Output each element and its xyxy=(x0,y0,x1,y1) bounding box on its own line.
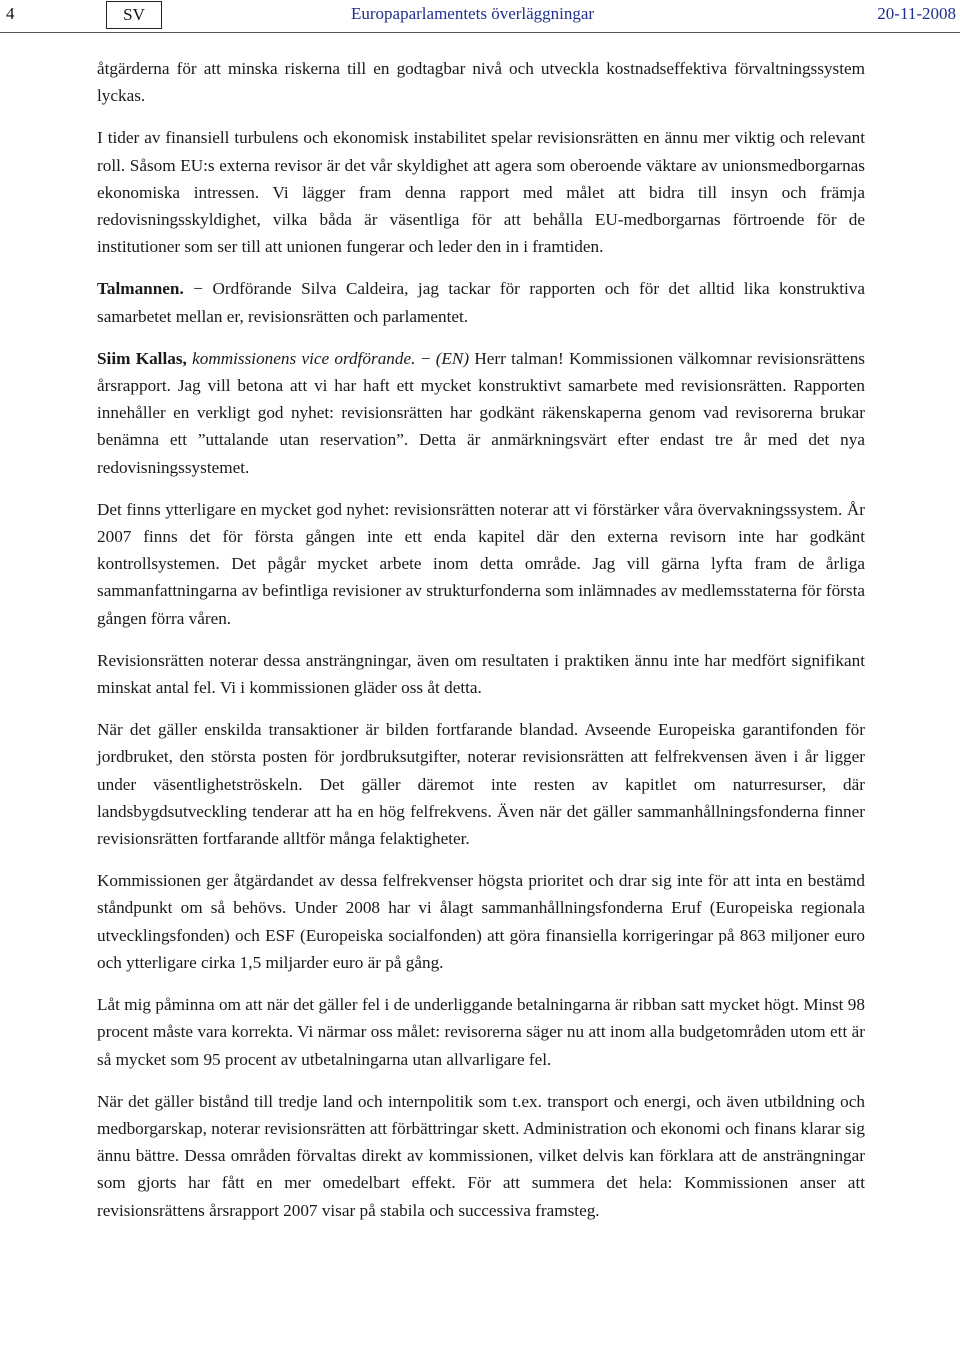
document-title: Europaparlamentets överläggningar xyxy=(351,4,595,23)
page-header xyxy=(0,0,960,33)
speaker-dash: − xyxy=(415,348,436,368)
paragraph-10: När det gäller bistånd till tredje land och internpolitik som t.ex. transport och energi, och även utbildning och medborgarskap, noterar revisionsrätten att förbättringar skett. Administration och ekonomi och finans klarar sig ännu bättre. Dessa områden förvaltas direkt av kommissionen, vilket delvis kan förklara att de ansträngningar som gjorts har fått en mer omedelbart effekt. För att summera det hela: Kommissionen anser att revisionsrättens årsrapport 2007 visar på stabila och successiva framsteg. xyxy=(97,1091,865,1220)
speech-text: Herr talman! Kommissionen välkomnar revisionsrättens årsrapport. Jag vill betona att vi har haft ett mycket konstruktivt samarbete med revisionsrätten. Rapporten innehåller en verkligt god nyhet: revisionsrätten har godkänt räkenskaperna genom vad revisorerna brukar benämna ett ”uttalande utan reservation”. Detta är anmärkningsvärt efter endast tre år med det nya redovisningssystemet. xyxy=(97,348,865,477)
language-marker: (EN) xyxy=(435,348,470,368)
paragraph-7: När det gäller enskilda transaktioner är bilden fortfarande blandad. Avseende Europeiska garantifonden för jordbruket, den största posten för jordbruksutgifter, noterar revisionsrätten att felfrekvensen även i år ligger under väsentlighetströskeln. Det gäller däremot inte resten av kapitlet om naturresurser, där landsbygdsutveckling tenderar att ha en hög felfrekvens. Även när det gäller sammanhållningsfonderna finner revisionsrätten fortfarande alltför många felaktigheter. xyxy=(97,720,865,849)
paragraph-8: Kommissionen ger åtgärdandet av dessa felfrekvenser högsta prioritet och drar sig inte för att inta en bestämd ståndpunkt om så behövs. Under 2008 har vi ålagt sammanhållningsfonderna Eruf (Europeiska regionala utvecklingsfonden) och ESF (Europeiska socialfonden) att göra finansiella korrigeringar på 863 miljoner euro och ytterligare cirka 1,5 miljarder euro är på gång. xyxy=(97,871,865,972)
speaker-dash: − xyxy=(183,279,213,299)
speaker-name: Talmannen. xyxy=(97,279,184,299)
speaker-name: Siim Kallas, xyxy=(97,348,187,368)
paragraph-2: I tider av finansiell turbulens och ekonomisk instabilitet spelar revisionsrätten en ännu mer viktig och relevant roll. Såsom EU:s externa revisor är det vår skyldighet att agera som oberoende väktare av unionsmedborgarnas ekonomiska intressen. Vi lägger fram denna rapport med målet att bidra till insyn och främja redovisningsskyldighet, vilka båda är väsentliga för att behålla EU-medborgarnas förtroende för de institutioner som ser till att unionen fungerar och leder den in i framtiden. xyxy=(97,128,865,257)
speaker-role: kommissionens vice ordförande. xyxy=(192,348,416,368)
document-date: 20-11-2008 xyxy=(877,4,956,23)
paragraph-1: åtgärderna för att minska riskerna till en godtagbar nivå och utveckla kostnadseffektiva förvaltningssystem lyckas. xyxy=(97,59,865,106)
speech-text: Ordförande Silva Caldeira, jag tackar för rapporten och för det alltid lika konstruktiva samarbetet mellan er, revisionsrätten och parlamentet. xyxy=(97,279,865,326)
paragraph-9: Låt mig påminna om att när det gäller fel i de underliggande betalningarna är ribban satt mycket högt. Minst 98 procent måste vara korrekta. Vi närmar oss målet: revisorerna säger nu att inom alla budgetområden utom ett är så mycket som 95 procent av utbetalningarna utan allvarligare fel. xyxy=(97,995,865,1069)
document-body xyxy=(97,55,865,1239)
paragraph-talmannen xyxy=(97,275,865,329)
language-code-box: SV xyxy=(106,1,162,29)
paragraph-5: Det finns ytterligare en mycket god nyhet: revisionsrätten noterar att vi förstärker våra övervakningssystem. År 2007 finns det för första gången inte ett enda kapitel där den externa revisorn inte har godkänt kontrollsystemen. Det pågår mycket arbete inom detta område. Jag vill gärna lyfta fram de årliga sammanfattningarna av befintliga revisioner av strukturfonderna som inlämnades av medlemsstaterna för första gången förra våren. xyxy=(97,499,865,628)
paragraph-6: Revisionsrätten noterar dessa ansträngningar, även om resultaten i praktiken ännu inte har medfört signifikant minskat antal fel. Vi i kommissionen gläder oss åt detta. xyxy=(97,650,865,698)
page-number: 4 xyxy=(6,4,15,23)
paragraph-kallas xyxy=(97,345,865,481)
